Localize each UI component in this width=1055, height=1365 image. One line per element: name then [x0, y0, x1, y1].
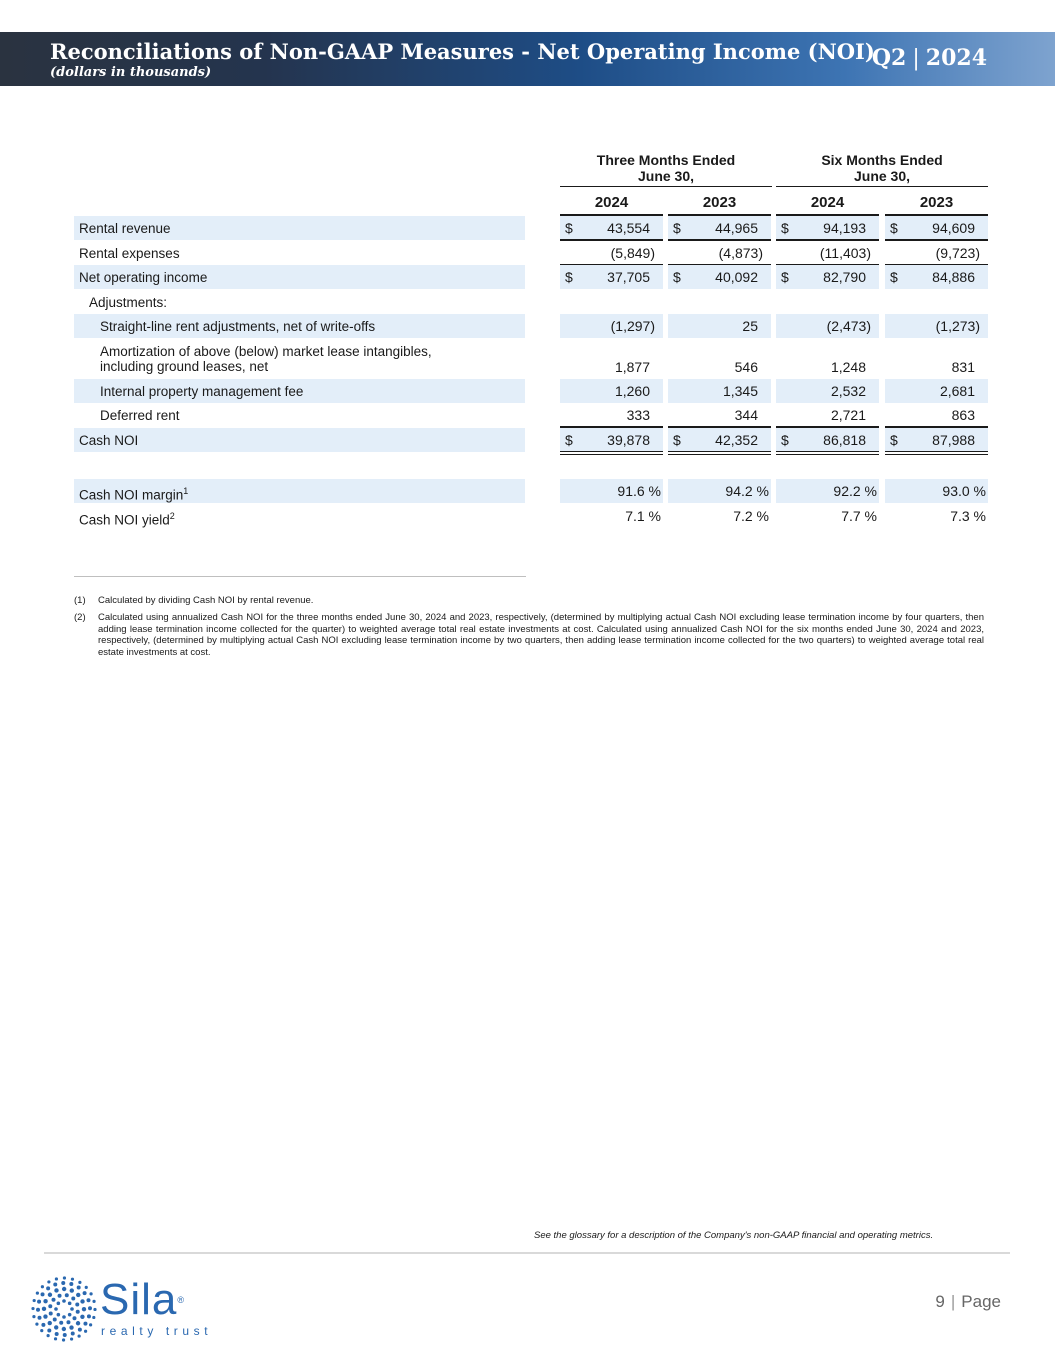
table-cell — [885, 428, 988, 452]
column-group-line2: June 30, — [637, 168, 695, 184]
logo-tagline: realty trust — [101, 1324, 213, 1338]
row-label — [89, 295, 167, 310]
logo-dot — [35, 1323, 38, 1326]
logo-dot — [62, 1315, 66, 1319]
logo-dot — [48, 1321, 52, 1325]
footnote-reference: 2 — [169, 510, 175, 521]
table-cell — [885, 479, 988, 503]
cell-value: 25 — [742, 318, 758, 334]
column-year-header: 2024 — [776, 194, 879, 216]
currency-symbol: $ — [781, 269, 789, 285]
logo-dot — [42, 1307, 46, 1311]
cell-value: 43,554 — [607, 220, 650, 236]
currency-symbol: $ — [565, 269, 573, 285]
logo-dot — [62, 1327, 66, 1331]
row-label-text: Rental expenses — [79, 245, 180, 261]
sila-starburst-logo-icon — [30, 1275, 98, 1343]
logo-dot — [54, 1307, 58, 1311]
double-underline — [776, 451, 879, 455]
currency-symbol: $ — [890, 432, 898, 448]
table-cell — [885, 314, 988, 338]
currency-symbol: $ — [890, 269, 898, 285]
logo-dot — [78, 1281, 81, 1284]
cell-value: 39,878 — [607, 432, 650, 448]
logo-dot — [70, 1307, 74, 1311]
logo-dot — [41, 1285, 44, 1288]
table-row — [74, 379, 989, 403]
row-label-line: including ground leases, net — [100, 359, 269, 374]
logo-dot — [54, 1325, 58, 1329]
currency-symbol: $ — [673, 220, 681, 236]
year-label: 2024 — [925, 45, 987, 71]
column-group-three-months — [560, 152, 772, 187]
table-row — [74, 479, 989, 503]
row-label-text: Internal property management fee — [100, 383, 304, 399]
logo-dot — [86, 1298, 90, 1302]
logo-dot — [31, 1307, 34, 1310]
cell-value: 1,345 — [722, 383, 758, 399]
logo-dot — [80, 1299, 84, 1303]
logo-dot — [57, 1302, 61, 1306]
double-underline — [668, 451, 771, 455]
logo-dot — [66, 1320, 70, 1324]
logo-dot — [72, 1316, 76, 1320]
cell-value: 7.1 % — [625, 508, 661, 524]
cell-value: (1,297) — [610, 318, 655, 334]
cell-value: 546 — [734, 359, 758, 375]
currency-symbol: $ — [781, 220, 789, 236]
row-label-text: Cash NOI margin — [79, 487, 184, 502]
table-row — [74, 216, 989, 240]
cell-value: 44,965 — [715, 220, 758, 236]
logo-dot — [71, 1297, 75, 1301]
row-label-text: Rental revenue — [79, 220, 171, 236]
table-row — [74, 428, 989, 452]
table-cell — [560, 265, 663, 289]
table-cell — [668, 379, 771, 403]
cell-value: 91.6 % — [617, 483, 661, 499]
logo-dot — [65, 1293, 69, 1297]
page-number-label: Page — [961, 1292, 1001, 1311]
table-cell — [560, 340, 663, 378]
logo-dot — [53, 1283, 57, 1287]
table-cell — [776, 428, 879, 452]
table-cell — [560, 216, 663, 240]
table-cell — [885, 340, 988, 378]
table-cell — [776, 340, 879, 378]
table-row — [74, 314, 989, 338]
column-year-header: 2023 — [885, 194, 988, 216]
double-underline — [560, 451, 663, 455]
table-cell — [776, 314, 879, 338]
logo-dot — [62, 1287, 66, 1291]
table-cell — [668, 241, 771, 265]
cell-value: 94,193 — [823, 220, 866, 236]
table-cell — [668, 265, 771, 289]
logo-dot — [68, 1313, 72, 1317]
cell-value: 92.2 % — [833, 483, 877, 499]
report-period: Q2 | 2024 — [871, 45, 987, 71]
logo-dot — [41, 1292, 45, 1296]
cell-value: 86,818 — [823, 432, 866, 448]
table-cell — [885, 504, 988, 528]
row-label — [100, 384, 303, 399]
logo-dot — [40, 1329, 43, 1332]
column-year-header: 2023 — [668, 194, 771, 216]
cell-value: 344 — [734, 407, 758, 423]
row-label — [79, 433, 138, 448]
logo-dot — [54, 1288, 58, 1292]
cell-value: 94.2 % — [725, 483, 769, 499]
logo-dot — [54, 1337, 57, 1340]
cell-value: 87,988 — [932, 432, 975, 448]
logo-dot — [93, 1308, 96, 1311]
column-year-header: 2024 — [560, 194, 663, 216]
logo-dot — [92, 1300, 95, 1303]
logo-dot — [43, 1299, 47, 1303]
logo-dot — [62, 1299, 66, 1303]
logo-dot — [47, 1280, 50, 1283]
logo-dot — [87, 1314, 91, 1318]
row-label-text: Cash NOI — [79, 432, 139, 448]
page-header — [0, 32, 1055, 86]
logo-dot — [61, 1281, 65, 1285]
logo-dot — [68, 1302, 72, 1306]
logo-dot — [89, 1323, 92, 1326]
cell-value: 333 — [626, 407, 650, 423]
footnote-number: (2) — [74, 612, 86, 623]
table-cell — [668, 314, 771, 338]
table-cell — [668, 504, 771, 528]
footnote-text: Calculated using annualized Cash NOI for the three months ended June 30, 2024 and 2023, respectively, (determined by multiplying actual Cash NOI excluding lease termination income by four quarters, then adding lease termination income collected for the quarter) to weighted average total real estate investments at cost. Calculated using annualized Cash NOI for the six months ended June 30, 2024 and 2023, respectively, (determined by multiplying actual Cash NOI excluding lease termination income by two quarters, then adding lease termination income collected for the two quarters) to weighted average total real estate investments at cost. — [98, 612, 984, 658]
footnote-divider — [74, 576, 526, 577]
cell-value: (9,723) — [935, 245, 980, 261]
table-row — [74, 340, 989, 378]
logo-dot — [59, 1321, 63, 1325]
table-cell — [776, 216, 879, 240]
table-cell — [885, 265, 988, 289]
logo-dot — [32, 1315, 35, 1318]
table-row — [74, 403, 989, 427]
table-cell — [776, 479, 879, 503]
table-cell — [668, 403, 771, 427]
cell-value: 42,352 — [715, 432, 758, 448]
row-label-text: Net operating income — [79, 269, 208, 285]
logo-dot — [57, 1313, 61, 1317]
cell-value: (11,403) — [819, 245, 871, 261]
table-cell — [885, 403, 988, 427]
logo-dot — [82, 1307, 86, 1311]
column-group-line2: June 30, — [853, 168, 911, 184]
table-cell — [885, 379, 988, 403]
logo-dot — [70, 1337, 73, 1340]
table-cell — [776, 265, 879, 289]
row-label — [79, 246, 180, 261]
logo-dot — [92, 1316, 95, 1319]
logo-dot — [46, 1286, 50, 1290]
logo-dot — [48, 1293, 52, 1297]
row-label — [79, 509, 175, 528]
registered-mark: ® — [177, 1295, 186, 1305]
logo-dot — [80, 1315, 84, 1319]
table-cell — [776, 504, 879, 528]
row-label-line: Amortization of above (below) market lease intangibles, — [100, 344, 432, 359]
row-shading — [74, 428, 525, 452]
cell-value: 37,705 — [607, 269, 650, 285]
page-number-value: 9 — [935, 1292, 945, 1311]
column-group-line1: Six Months Ended — [821, 152, 943, 168]
row-label — [100, 344, 432, 374]
row-label-text: Cash NOI yield — [79, 512, 170, 527]
logo-dot — [78, 1328, 82, 1332]
logo-dot — [85, 1286, 88, 1289]
footer-divider — [44, 1252, 1010, 1254]
cell-value: 1,248 — [830, 359, 866, 375]
table-cell — [776, 241, 879, 265]
table-cell — [885, 216, 988, 240]
currency-symbol: $ — [565, 432, 573, 448]
logo-dot — [38, 1316, 42, 1320]
cell-value: 863 — [951, 407, 975, 423]
logo-dot — [69, 1282, 73, 1286]
footnote — [74, 612, 984, 658]
table-cell — [885, 241, 988, 265]
table-row — [74, 265, 989, 289]
row-label — [79, 484, 188, 503]
logo-dot — [43, 1314, 47, 1318]
row-label-text: Adjustments: — [89, 294, 168, 310]
cell-value: 2,681 — [939, 383, 975, 399]
footnote — [74, 595, 984, 607]
table-row — [74, 290, 989, 314]
logo-dot — [75, 1303, 79, 1307]
table-cell — [668, 216, 771, 240]
logo-dot — [76, 1293, 80, 1297]
table-cell — [560, 504, 663, 528]
row-label — [100, 319, 375, 334]
cell-value: 1,260 — [614, 383, 650, 399]
logo-dot — [83, 1322, 87, 1326]
table-cell — [776, 379, 879, 403]
footnote-text: Calculated by dividing Cash NOI by rental revenue. — [98, 595, 314, 606]
logo-dot — [41, 1323, 45, 1327]
cell-value: 84,886 — [932, 269, 975, 285]
currency-symbol: $ — [781, 432, 789, 448]
table-cell — [560, 241, 663, 265]
table-cell — [560, 314, 663, 338]
logo-dot — [78, 1334, 81, 1337]
logo-dot — [36, 1292, 39, 1295]
logo-dot — [55, 1277, 58, 1280]
logo-dot — [47, 1328, 51, 1332]
logo-dot — [70, 1288, 74, 1292]
logo-dot — [76, 1310, 80, 1314]
cell-value: 831 — [951, 359, 975, 375]
cell-value: 94,609 — [932, 220, 975, 236]
currency-symbol: $ — [673, 269, 681, 285]
cell-value: (1,273) — [935, 318, 980, 334]
logo-dot — [89, 1292, 92, 1295]
table-cell — [560, 428, 663, 452]
cell-value: (5,849) — [610, 245, 655, 261]
logo-dot — [48, 1304, 52, 1308]
cell-value: 2,721 — [830, 407, 866, 423]
logo-wordmark — [100, 1275, 186, 1324]
logo-dot — [53, 1317, 57, 1321]
logo-dot — [63, 1333, 67, 1337]
cell-value: 7.7 % — [841, 508, 877, 524]
row-label — [79, 221, 171, 236]
logo-dot — [83, 1291, 87, 1295]
logo-word: Sila — [100, 1275, 178, 1324]
cell-value: 82,790 — [823, 269, 866, 285]
page-number: 9 | Page — [935, 1292, 1001, 1311]
cell-value: 93.0 % — [942, 483, 986, 499]
table-row — [74, 504, 989, 528]
page-subtitle: (dollars in thousands) — [50, 65, 212, 80]
logo-dot — [69, 1325, 73, 1329]
logo-dot — [55, 1332, 59, 1336]
table-row — [74, 241, 989, 265]
logo-dot — [49, 1311, 53, 1315]
row-label — [79, 270, 207, 285]
logo-dot — [52, 1298, 56, 1302]
column-group-six-months — [776, 152, 988, 187]
logo-dot — [88, 1306, 92, 1310]
logo-dot — [63, 1276, 66, 1279]
currency-symbol: $ — [565, 220, 573, 236]
logo-dot — [71, 1331, 75, 1335]
cell-value: 7.2 % — [733, 508, 769, 524]
logo-dot — [33, 1299, 36, 1302]
quarter-label: Q2 — [871, 45, 907, 71]
logo-dot — [71, 1278, 74, 1281]
cell-value: (4,873) — [718, 245, 763, 261]
cell-value: 2,532 — [830, 383, 866, 399]
logo-dot — [62, 1338, 65, 1341]
table-cell — [668, 340, 771, 378]
logo-dot — [84, 1330, 87, 1333]
row-label — [100, 408, 180, 423]
logo-dot — [36, 1308, 40, 1312]
table-cell — [560, 403, 663, 427]
cell-value: 1,877 — [614, 359, 650, 375]
cell-value: 7.3 % — [950, 508, 986, 524]
row-label-text: Straight-line rent adjustments, net of write-offs — [100, 318, 376, 334]
logo-dot — [76, 1321, 80, 1325]
logo-dot — [47, 1334, 50, 1337]
page-title: Reconciliations of Non-GAAP Measures - Net Operating Income (NOI) — [50, 39, 875, 64]
row-label-text: Deferred rent — [100, 407, 180, 423]
logo-dot — [77, 1286, 81, 1290]
table-cell — [668, 479, 771, 503]
table-cell — [560, 379, 663, 403]
glossary-note: See the glossary for a description of the Company's non-GAAP financial and operating metrics. — [534, 1230, 934, 1241]
footnote-number: (1) — [74, 595, 86, 606]
double-underline — [885, 451, 988, 455]
currency-symbol: $ — [890, 220, 898, 236]
cell-value: (2,473) — [826, 318, 871, 334]
table-cell — [776, 403, 879, 427]
table-cell — [668, 428, 771, 452]
table-cell — [560, 479, 663, 503]
cell-value: 40,092 — [715, 269, 758, 285]
footnote-reference: 1 — [183, 485, 189, 496]
column-group-line1: Three Months Ended — [596, 152, 736, 168]
currency-symbol: $ — [673, 432, 681, 448]
logo-dot — [37, 1300, 41, 1304]
logo-dot — [58, 1294, 62, 1298]
